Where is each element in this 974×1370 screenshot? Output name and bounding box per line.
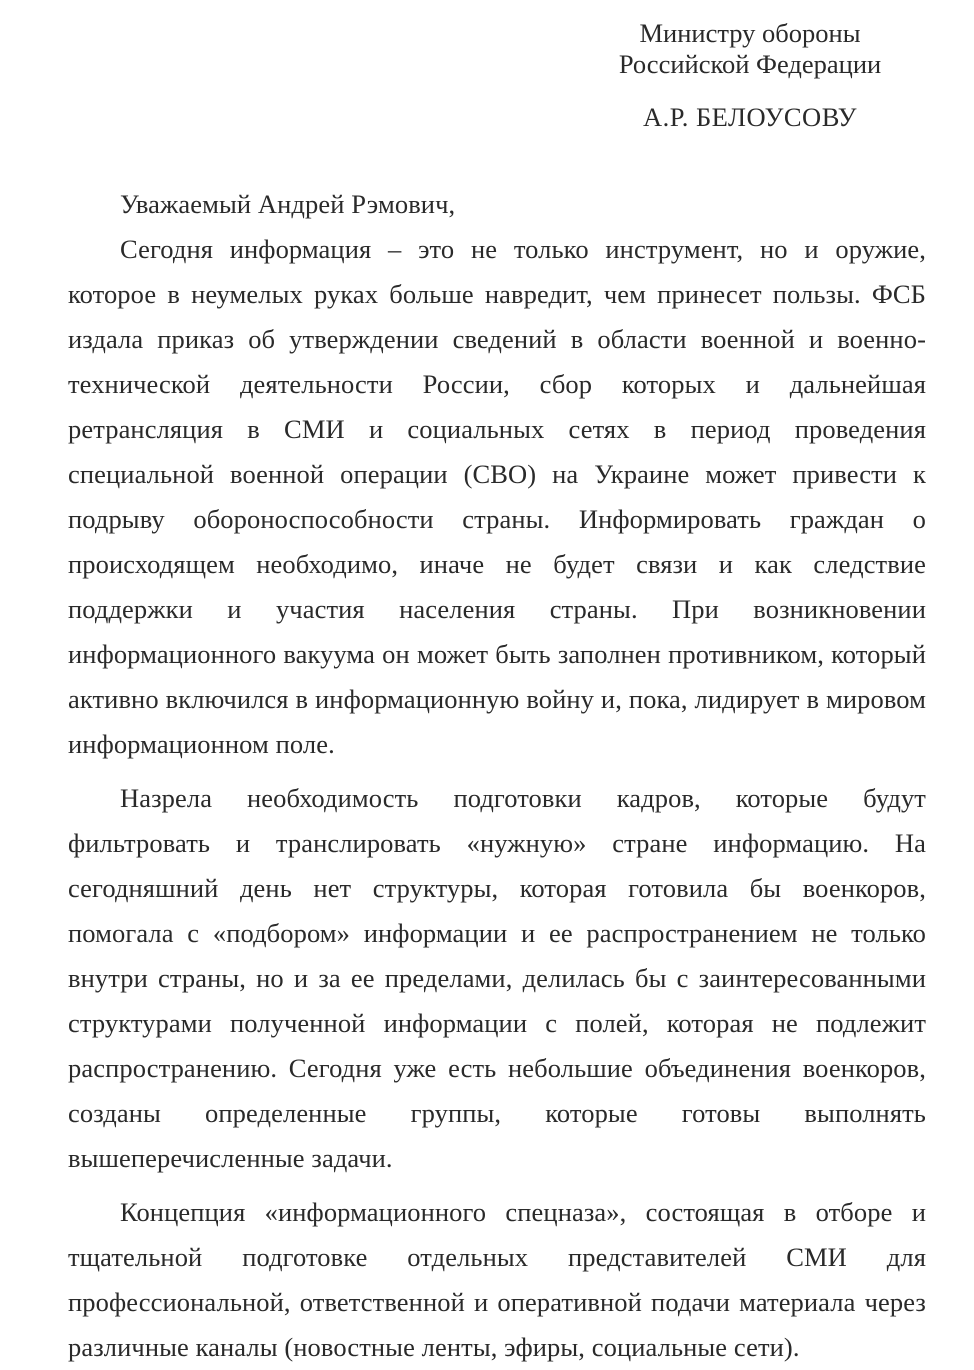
addressee-title-line1: Министру обороны — [639, 18, 861, 48]
letter-body — [68, 182, 926, 1370]
addressee-title-line2: Российской Федерации — [618, 49, 882, 79]
greeting: Уважаемый Андрей Рэмович, — [120, 189, 456, 219]
paragraph-2: Назрела необходимость подготовки кадров, которые будут фильтровать и транслировать «нужную» стране информацию. На сегодняшний день нет структуры, которая готовила бы военкоров, помогала с «подбором» информации и ее распространением не только внутри страны, но и за ее пределами, делилась бы с заинтересованными структурами полученной информации с полей, которая не подлежит распространению. Сегодня уже есть небольшие объединения военкоров, созданы определенные группы, которые готовы выполнять вышеперечисленные задачи. — [68, 783, 926, 1173]
paragraph-3: Концепция «информационного спецназа», состоящая в отборе и тщательной подготовке отдельных представителей СМИ для профессиональной, ответственной и оперативной подачи материала через различные каналы (новостные ленты, эфиры, социальные сети). — [68, 1197, 926, 1362]
addressee-name: А.Р. БЕЛОУСОВУ — [643, 102, 857, 132]
paragraph-1: Сегодня информация – это не только инструмент, но и оружие, которое в неумелых руках больше навредит, чем принесет пользы. ФСБ издала приказ об утверждении сведений в области военной и военно-технической деятельности России, сбор которых и дальнейшая ретрансляция в СМИ и социальных сетях в период проведения специальной военной операции (СВО) на Украине может привести к подрыву обороноспособности страны. Информировать граждан о происходящем необходимо, иначе не будет связи и как следствие поддержки и участия населения страны. При возникновении информационного вакуума он может быть заполнен противником, который активно включился в информационную войну и, пока, лидирует в мировом информационном поле. — [68, 234, 926, 759]
addressee-block — [600, 18, 900, 133]
